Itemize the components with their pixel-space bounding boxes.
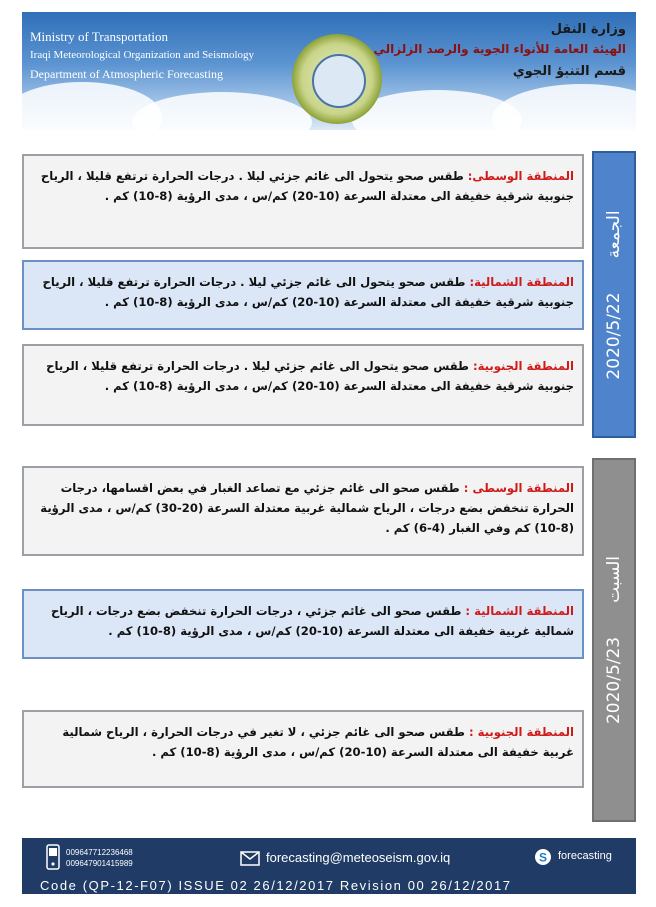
cloud-decoration [132,92,312,130]
forecast-text: طقس صحو الى غائم جزئي مع تصاعد الغبار في بعض اقسامها، درجات الحرارة تنخفض بضع درجات ، الرياح شمالية غربية معتدلة السرعة (20-30) كم/س ، مدى الرؤية (8-10) كم وفي الغبار (4-6) كم . [40,481,574,535]
forecast-panel-central [22,466,584,556]
region-label: المنطقة الجنوبية: [473,359,574,373]
day-label-saturday [592,458,636,822]
email-link[interactable]: forecasting@meteoseism.gov.iq [266,850,451,865]
organization-seal-icon [292,34,382,124]
ministry-name-en: Ministry of Transportation [30,29,168,44]
contact-footer [22,838,636,894]
forecast-text: طقس صحو الى غائم جزئي ، لا تغير في درجات الحرارة ، الرياح شمالية غربية خفيفة الى معتدلة السرعة (10-20) كم/س ، مدى الرؤية (8-10) كم . [62,725,574,759]
skype-icon [534,848,552,871]
ministry-name-ar: وزارة النقل [550,22,626,37]
department-name-en: Department of Atmospheric Forecasting [30,67,223,81]
day-name: الجمعة [604,209,624,258]
forecast-text: طقس صحو يتحول الى غائم جزئي ليلا . درجات الحرارة ترتفع قليلا ، الرياح جنوبية شرقية خفيفة الى معتدلة السرعة (10-20) كم/س ، مدى الرؤية (8-10) كم . [40,169,574,203]
email-icon [240,851,260,871]
phone-icon [46,844,60,875]
forecast-text: طقس صحو الى غائم جزئي ، درجات الحرارة تنخفض بضع درجات ، الرياح شمالية غربية خفيفة الى معتدلة السرعة (10-20) كم/س ، مدى الرؤية (8-10) كم . [50,604,574,638]
forecast-panel-central [22,154,584,249]
day-date: 2020/5/22 [604,291,624,380]
day-name: السبت [604,555,624,603]
organization-name-en: Iraqi Meteorological Organization and Seismology [30,49,255,61]
forecast-panel-southern [22,710,584,788]
department-name-ar: قسم التنبؤ الجوي [512,64,626,79]
day-label-friday [592,151,636,438]
forecast-panel-southern [22,344,584,426]
forecast-panel-northern [22,260,584,330]
cloud-decoration [492,84,636,130]
phone-number: 009647712236468 [66,848,133,857]
forecast-panel-northern [22,589,584,659]
region-label: المنطقة الشمالية: [469,275,574,289]
forecast-text: طقس صحو يتحول الى غائم جزئي ليلا . درجات الحرارة ترتفع قليلا ، الرياح جنوبية شرقية خفيفة الى معتدلة السرعة (10-20) كم/س ، مدى الرؤية (8-10) كم . [46,359,574,393]
day-date: 2020/5/23 [604,636,624,725]
document-code: Code (QP-12-F07) ISSUE 02 26/12/2017 Revision 00 26/12/2017 [40,878,512,893]
forecast-text: طقس صحو يتحول الى غائم جزئي ليلا . درجات الحرارة ترتفع قليلا ، الرياح جنوبية شرقية خفيفة الى معتدلة السرعة (10-20) كم/س ، مدى الرؤية (8-10) كم . [42,275,574,309]
region-label: المنطقة الوسطى: [467,169,574,183]
region-label: المنطقة الوسطى : [463,481,574,495]
skype-handle[interactable]: forecasting [558,850,612,862]
region-label: المنطقة الجنوبية : [468,725,574,739]
organization-name-ar: الهيئة العامة للأنواء الجوية والرصد الزلزالي [373,42,626,56]
region-label: المنطقة الشمالية : [465,604,574,618]
letterhead-banner [22,12,636,130]
phone-number: 009647901415989 [66,859,133,868]
svg-text:S: S [538,850,548,865]
